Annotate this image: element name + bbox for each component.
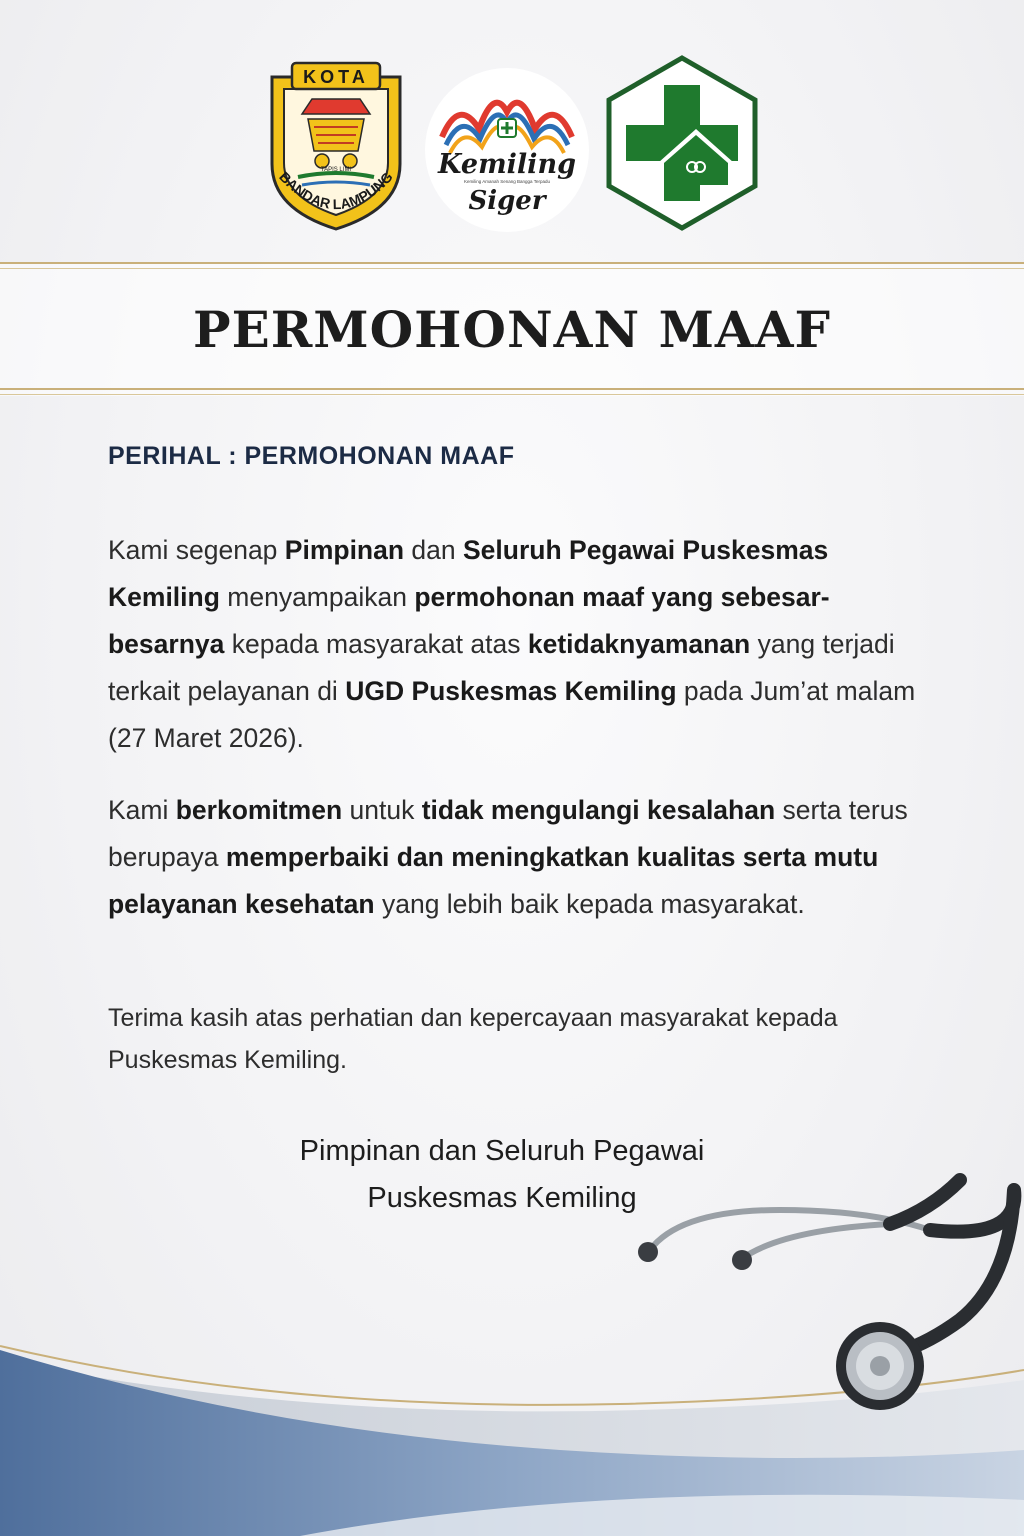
puskesmas-logo (606, 55, 758, 231)
signature-line: Pimpinan dan Seluruh Pegawai (299, 1135, 705, 1167)
svg-text:Kemiling Amanah Senang Bangga: Kemiling Amanah Senang Bangga Terpadu (464, 179, 550, 184)
stethoscope-icon (630, 1170, 1024, 1440)
gold-divider (0, 262, 1024, 264)
kota-bandar-lampung-logo (262, 59, 410, 231)
svg-text:Siger: Siger (468, 186, 546, 216)
svg-text:TAPIS LIMI: TAPIS LIMI (320, 167, 352, 173)
gold-divider (0, 268, 1024, 269)
paragraph-apology: Kami segenap Pimpinan dan Seluruh Pegawai Puskesmas Kemiling menyampaikan permohonan maaf yang sebesar-besarnya kepada masyarakat atas ketidaknyamanan yang terjadi terkait pelayanan di UGD Puskesmas Kemiling pada Jum’at malam (27 Maret 2026). (108, 535, 916, 753)
svg-text:BANDAR LAMPUNG: BANDAR LAMPUNG (276, 168, 396, 213)
gold-divider (0, 388, 1024, 390)
paragraph-commitment: Kami berkomitmen untuk tidak mengulangi kesalahan serta terus berupaya memperbaiki dan meningkatkan kualitas serta mutu pelayanan kesehatan yang lebih baik kepada masyarakat. (108, 795, 908, 919)
svg-text:KOTA: KOTA (303, 67, 369, 87)
signature-line: Puskesmas Kemiling (367, 1182, 637, 1214)
kemiling-siger-logo (424, 67, 590, 233)
paragraph-thanks: Terima kasih atas perhatian dan kepercayaan masyarakat kepada Puskesmas Kemiling. (108, 1004, 838, 1074)
gold-divider (0, 394, 1024, 395)
logo-row (0, 55, 1024, 235)
subject-line: PERIHAL : PERMOHONAN MAAF (108, 442, 515, 470)
svg-text:Kemiling: Kemiling (438, 149, 576, 180)
page-title: PERMOHONAN MAAF (193, 300, 831, 359)
